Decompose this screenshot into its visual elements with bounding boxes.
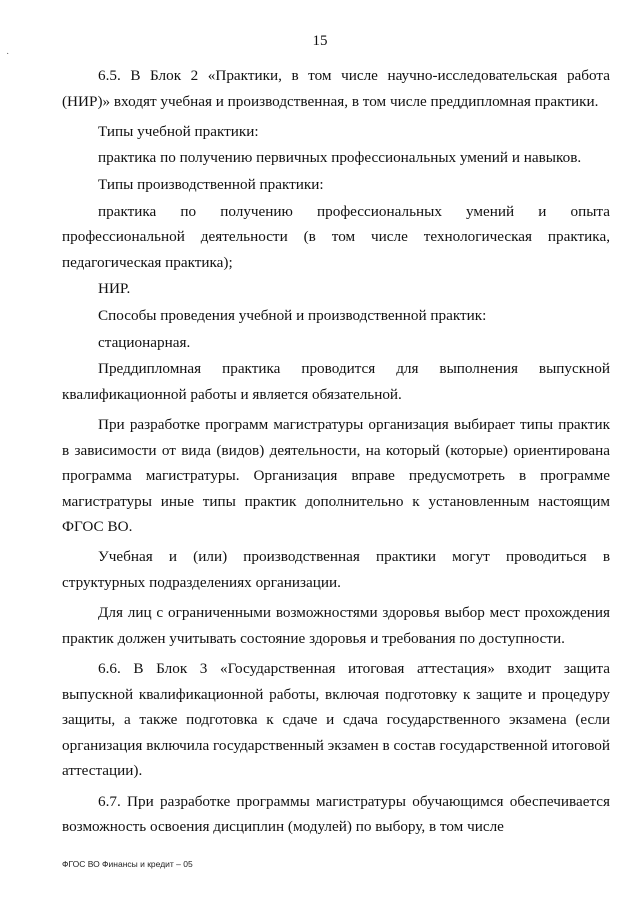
paragraph-6-6: 6.6. В Блок 3 «Государственная итоговая аттестация» входит защита выпускной квалификационной работы, включая подготовку к защите и процедуру защиты, а также подготовка к сдаче и сдача государственного экзамена (если организация включила государственный экзамен в состав государственной итоговой аттестации). xyxy=(62,660,610,780)
paragraph-program-development: При разработке программ магистратуры организация выбирает типы практик в зависимости от вида (видов) деятельности, на который (которые) ориентирована программа магистратуры. Организация вправе предусмотреть в программе магистратуры иные типы практик дополнительно к установленным настоящим ФГОС ВО. xyxy=(62,415,610,536)
scan-mark: ˙ xyxy=(6,52,10,63)
paragraph-production-practice-item: практика по получению профессиональных умений и опыта профессиональной деятельности (в том числе технологическая практика, педагогическая практика); xyxy=(62,202,610,271)
paragraph-structural-units: Учебная и (или) производственная практики могут проводиться в структурных подразделениях организации. xyxy=(62,548,610,592)
paragraph-practice-methods: Способы проведения учебной и производственной практик: xyxy=(98,306,487,324)
page-number: 15 xyxy=(312,33,328,49)
paragraph-6-7: 6.7. При разработке программы магистратуры обучающимся обеспечивается возможность освоения дисциплин (модулей) по выбору, в том числе xyxy=(62,792,610,836)
paragraph-study-practice-types: Типы учебной практики: xyxy=(98,122,259,140)
paragraph-6-5: 6.5. В Блок 2 «Практики, в том числе научно-исследовательская работа (НИР)» входят учебная и производственная, в том числе преддипломная практики. xyxy=(62,67,610,110)
paragraph-stationary: стационарная. xyxy=(98,333,191,351)
paragraph-limited-abilities: Для лиц с ограниченными возможностями здоровья выбор мест прохождения практик должен учитывать состояние здоровья и требования по доступности. xyxy=(62,604,610,647)
paragraph-nir: НИР. xyxy=(98,280,131,298)
document-body xyxy=(62,63,610,840)
page-footer: ФГОС ВО Финансы и кредит – 05 xyxy=(62,859,193,869)
paragraph-study-practice-item: практика по получению первичных профессиональных умений и навыков. xyxy=(98,149,582,167)
paragraph-prediploma: Преддипломная практика проводится для выполнения выпускной квалификационной работы и является обязательной. xyxy=(62,360,610,403)
paragraph-production-practice-types: Типы производственной практики: xyxy=(98,175,324,193)
